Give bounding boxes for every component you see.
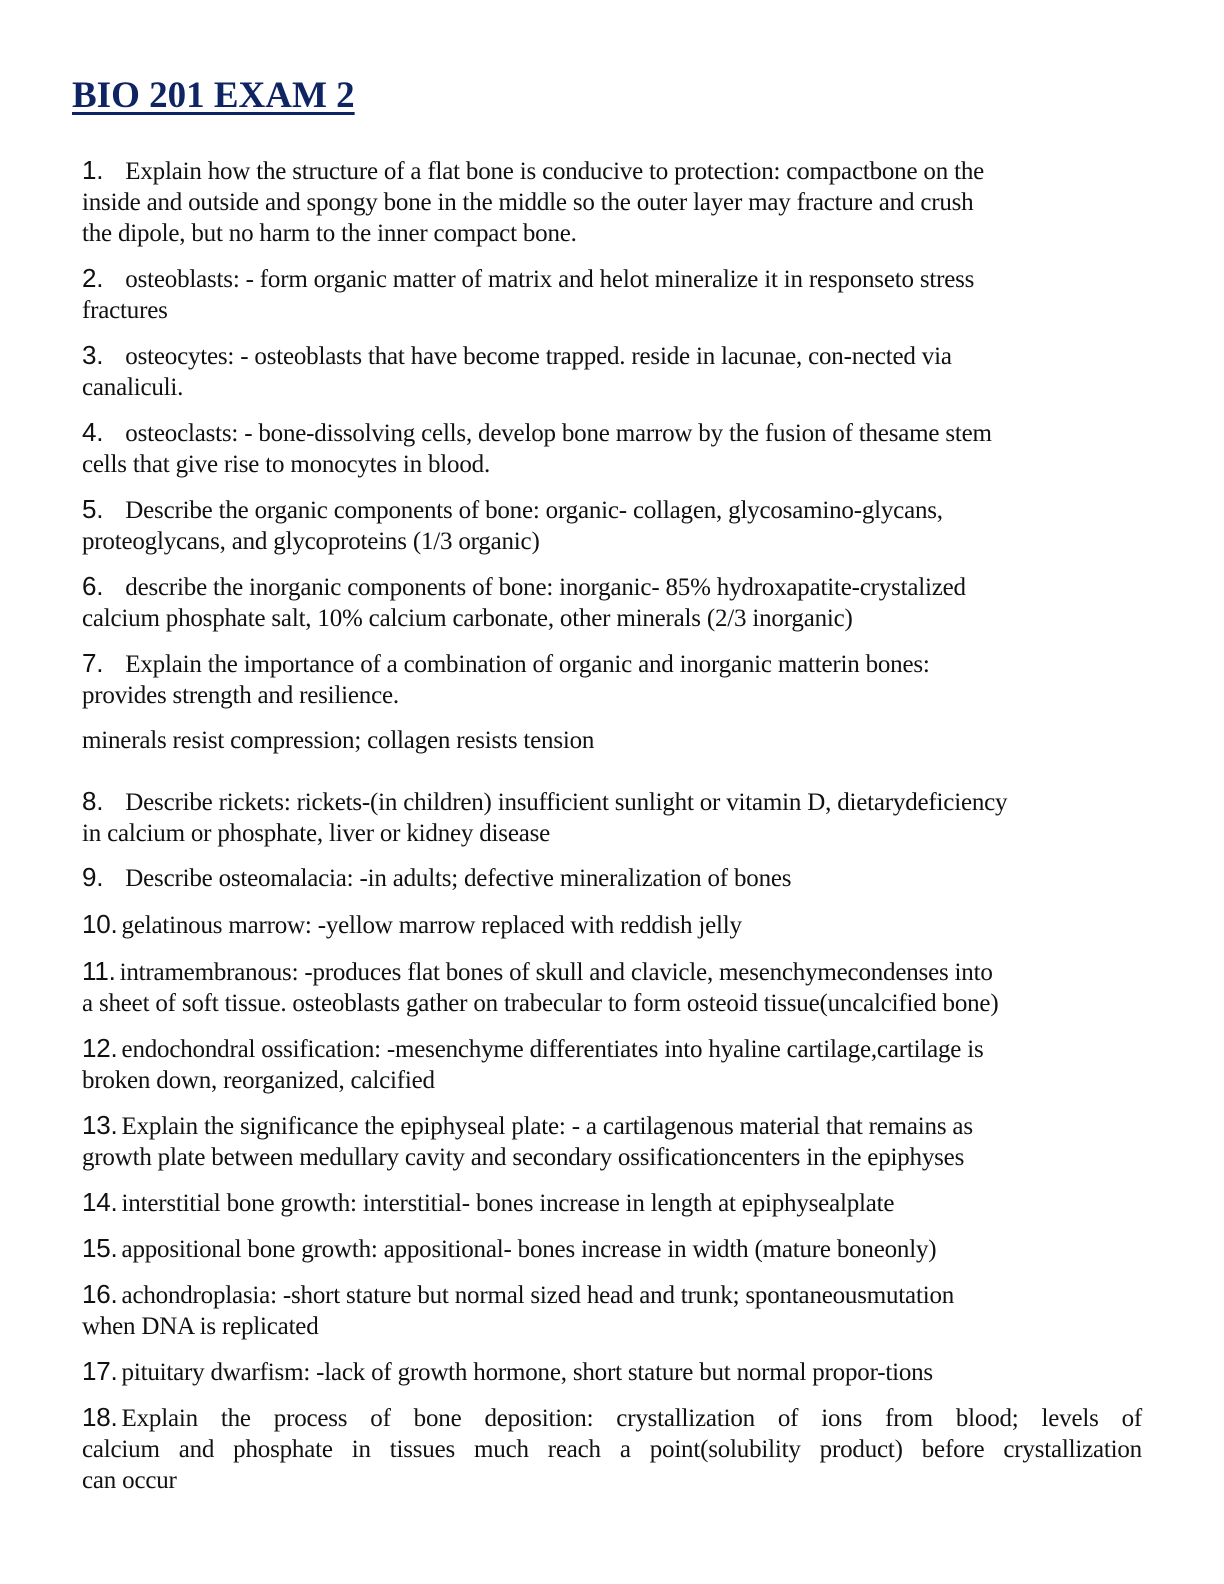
text-line	[82, 372, 1142, 403]
question-number: 5.	[82, 494, 104, 524]
question-number: 9.	[82, 862, 104, 892]
question-item	[82, 1033, 1142, 1096]
text-line	[82, 1465, 1142, 1496]
question-number: 17.	[82, 1356, 118, 1386]
question-text: Explain the significance the epiphyseal plate: - a cartilagenous material that remains as	[121, 1113, 973, 1140]
question-text: Describe osteomalacia: -in adults; defective mineralization of bones	[125, 865, 792, 892]
question-text: in calcium or phosphate, liver or kidney disease	[82, 820, 551, 847]
question-item	[82, 1279, 1142, 1342]
text-line	[82, 1065, 1142, 1096]
question-item	[82, 648, 1142, 711]
question-text: achondroplasia: -short stature but normal sized head and trunk; spontaneousmutation	[121, 1282, 955, 1309]
text-line	[82, 862, 1142, 894]
text-line	[82, 526, 1142, 557]
question-number: 14.	[82, 1187, 118, 1217]
question-text: provides strength and resilience.	[82, 682, 399, 709]
question-text: intramembranous: -produces flat bones of skull and clavicle, mesenchymecondenses into	[119, 959, 993, 986]
question-number: 8.	[82, 786, 104, 816]
text-line	[82, 1142, 1142, 1173]
text-line	[82, 417, 1142, 449]
text-line	[82, 1356, 1142, 1388]
text-line	[82, 909, 1142, 941]
question-text: osteoblasts: - form organic matter of matrix and helot mineralize it in responseto stress	[125, 266, 975, 293]
question-number: 1.	[82, 155, 104, 185]
question-item	[82, 340, 1142, 403]
text-line	[82, 786, 1142, 818]
question-text: pituitary dwarfism: -lack of growth hormone, short stature but normal propor-tions	[121, 1359, 933, 1386]
question-number: 18.	[82, 1402, 118, 1432]
text-line	[82, 1110, 1142, 1142]
question-text: Explain how the structure of a flat bone is conducive to protection: compactbone on the	[125, 158, 985, 185]
question-number: 6.	[82, 571, 104, 601]
question-number: 3.	[82, 340, 104, 370]
text-line	[82, 988, 1142, 1019]
question-text: gelatinous marrow: -yellow marrow replaced with reddish jelly	[121, 912, 742, 939]
question-item	[82, 494, 1142, 557]
text-line	[82, 680, 1142, 711]
question-text: the dipole, but no harm to the inner compact bone.	[82, 220, 577, 247]
text-line	[82, 648, 1142, 680]
question-text: endochondral ossification: -mesenchyme differentiates into hyaline cartilage,cartilage is	[121, 1036, 984, 1063]
question-text: Describe the organic components of bone: organic- collagen, glycosamino-glycans,	[125, 497, 943, 524]
text-line	[82, 494, 1142, 526]
question-item	[82, 1233, 1142, 1265]
text-line	[82, 295, 1142, 326]
text-line	[82, 818, 1142, 849]
page-title: BIO 201 EXAM 2	[72, 75, 355, 116]
question-item	[82, 155, 1142, 249]
question-number: 13.	[82, 1110, 118, 1140]
text-line	[82, 155, 1142, 187]
question-item	[82, 417, 1142, 480]
question-text: Explain the importance of a combination of organic and inorganic matterin bones:	[125, 651, 930, 678]
text-line	[82, 1233, 1142, 1265]
text-line	[82, 1434, 1142, 1465]
text-line	[82, 603, 1142, 634]
question-text: growth plate between medullary cavity and secondary ossificationcenters in the epiphyses	[82, 1144, 965, 1171]
text-line	[82, 956, 1142, 988]
question-text: when DNA is replicated	[82, 1313, 319, 1340]
question-item	[82, 1110, 1142, 1173]
text-line	[82, 725, 1142, 756]
question-text: interstitial bone growth: interstitial- bones increase in length at epiphysealplate	[121, 1190, 895, 1217]
question-text: a sheet of soft tissue. osteoblasts gather on trabecular to form osteoid tissue(uncalcified bone)	[82, 990, 999, 1017]
answer-note	[82, 725, 1142, 756]
question-item	[82, 862, 1142, 894]
text-line	[82, 571, 1142, 603]
text-line	[82, 1187, 1142, 1219]
question-item	[82, 1356, 1142, 1388]
question-item	[82, 956, 1142, 1019]
text-line	[82, 1402, 1142, 1434]
question-number: 4.	[82, 417, 104, 447]
question-item	[82, 1187, 1142, 1219]
text-line	[82, 340, 1142, 372]
question-text: calcium phosphate salt, 10% calcium carbonate, other minerals (2/3 inorganic)	[82, 605, 853, 632]
question-text: osteocytes: - osteoblasts that have become trapped. reside in lacunae, con-nected via	[125, 343, 952, 370]
text-line	[82, 263, 1142, 295]
question-text: inside and outside and spongy bone in the middle so the outer layer may fracture and crush	[82, 189, 974, 216]
question-text: canaliculi.	[82, 374, 184, 401]
question-item	[82, 1402, 1142, 1496]
question-text: appositional bone growth: appositional- bones increase in width (mature boneonly)	[121, 1236, 937, 1263]
text-line	[82, 449, 1142, 480]
text-line	[82, 218, 1142, 249]
question-text: describe the inorganic components of bone: inorganic- 85% hydroxapatite-crystalized	[125, 574, 966, 601]
question-text: can occur	[82, 1467, 177, 1494]
question-text: osteoclasts: - bone-dissolving cells, develop bone marrow by the fusion of thesame stem	[125, 420, 992, 447]
text-line	[82, 1033, 1142, 1065]
question-text: fractures	[82, 297, 168, 324]
question-number: 7.	[82, 648, 104, 678]
question-number: 11.	[82, 956, 116, 986]
question-text: Explain the process of bone deposition: crystallization of ions from blood; levels of	[121, 1405, 1142, 1432]
question-item	[82, 909, 1142, 941]
question-text: proteoglycans, and glycoproteins (1/3 organic)	[82, 528, 540, 555]
question-text: Describe rickets: rickets-(in children) insufficient sunlight or vitamin D, dietarydeficiency	[125, 789, 1008, 816]
question-item	[82, 571, 1142, 634]
question-item	[82, 263, 1142, 326]
text-line	[82, 1279, 1142, 1311]
question-item	[82, 786, 1142, 849]
question-number: 15.	[82, 1233, 118, 1263]
question-number: 10.	[82, 909, 118, 939]
text-line	[82, 187, 1142, 218]
question-number: 12.	[82, 1033, 118, 1063]
question-text: cells that give rise to monocytes in blood.	[82, 451, 490, 478]
question-number: 16.	[82, 1279, 118, 1309]
text-line	[82, 1311, 1142, 1342]
question-text: calcium and phosphate in tissues much reach a point(solubility product) before crystallization	[82, 1436, 1142, 1463]
question-text: broken down, reorganized, calcified	[82, 1067, 435, 1094]
question-text: minerals resist compression; collagen resists tension	[82, 727, 595, 754]
question-number: 2.	[82, 263, 104, 293]
